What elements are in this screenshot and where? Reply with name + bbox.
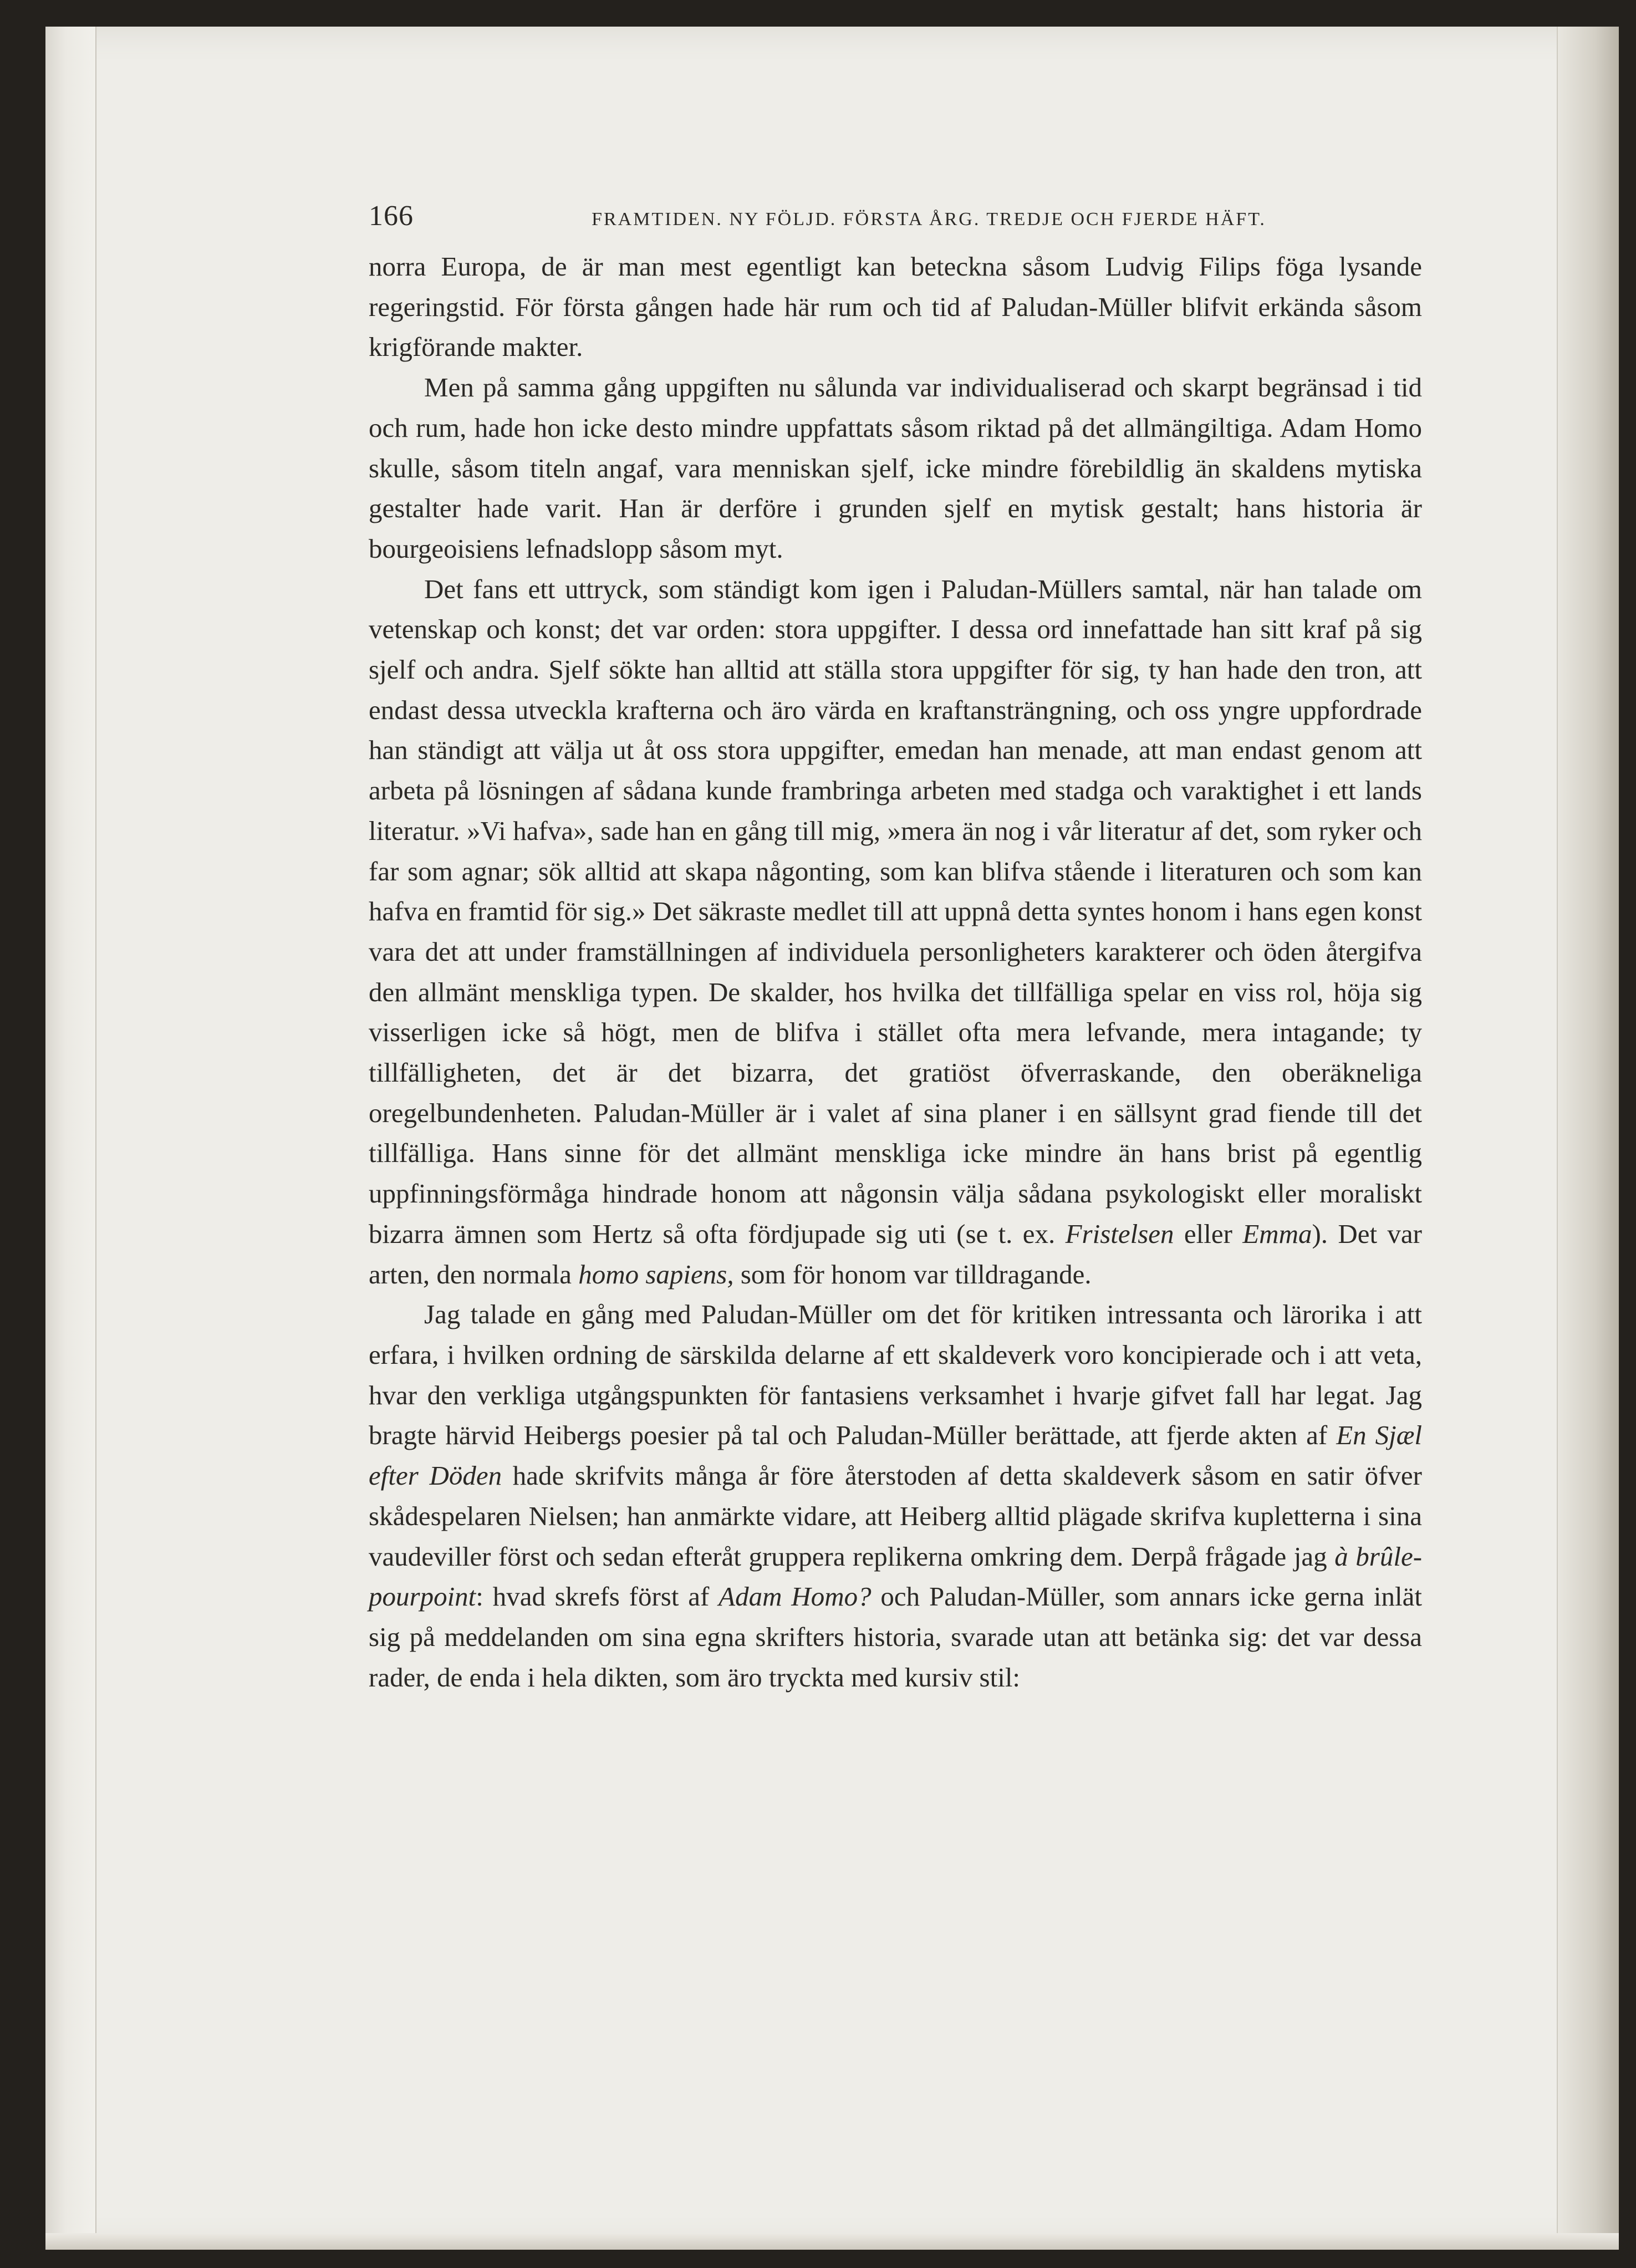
paragraph-text: ). Det var arten, den normala [369,1218,1422,1290]
paragraph [369,247,1422,368]
page-fore-edge [1557,27,1619,2250]
paragraph-text: Men på samma gång uppgiften nu sålunda var individualiserad och skarpt begränsad i tid och rum, hade hon icke desto mindre uppfattats såsom riktad på det allmängiltiga. Adam Homo skulle, såsom titeln angaf, vara menniskan sjelf, icke mindre förebildlig än skaldens mytiska gestalter hade varit. Han är derföre i grunden sjelf en mytisk gestalt; hans historia är bourgeoisiens lefnadslopp såsom myt. [369,372,1422,564]
paragraph [369,569,1422,1295]
italic-text: homo sapiens, [578,1258,734,1290]
page-bottom-edge [45,2233,1619,2250]
italic-text: Adam Homo? [718,1581,871,1612]
running-head [369,200,1422,232]
text-block [369,200,1422,1698]
italic-text: En Sjæl efter Döden [369,1420,1422,1491]
paragraph [369,368,1422,569]
italic-text: Emma [1242,1218,1312,1249]
page-number: 166 [369,200,414,232]
paragraph [369,1294,1422,1698]
paragraph-text: norra Europa, de är man mest egentligt kan beteckna såsom Ludvig Filips föga lysande regeringstid. För första gången hade här rum och tid af Paludan-Müller blifvit erkända såsom krigförande makter. [369,251,1422,363]
running-title: FRAMTIDEN. NY FÖLJD. FÖRSTA ÅRG. TREDJE OCH FJERDE HÄFT. [592,209,1266,230]
paragraph-text: eller [1174,1218,1243,1249]
paragraph-text: som för honom var tilldragande. [733,1258,1092,1290]
body-text [369,247,1422,1698]
paragraph-text: Det fans ett uttryck, som ständigt kom igen i Paludan-Müllers samtal, när han talade om vetenskap och konst; det var orden: stora uppgifter. I dessa ord innefattade han sitt kraf på sig sjelf och andra. Sjelf sökte han alltid att ställa stora uppgifter för sig, ty han hade den tron, att endast dessa utveckla krafterna och äro värda en kraftansträngning, och oss yngre uppfordrade han ständigt att välja ut åt oss stora uppgifter, emedan han menade, att man endast genom att arbeta på lösningen af sådana kunde frambringa arbeten med stadga och varaktighet i ett lands literatur. »Vi hafva», sade han en gång till mig, »mera än nog i vår literatur af det, som ryker och far som agnar; sök alltid att skapa någonting, som kan blifva stående i literaturen och som kan hafva en framtid för sig.» Det säkraste medlet till att uppnå detta syntes honom i hans egen konst vara det att under framställningen af individuela personligheters karakterer och öden återgifva den allmänt menskliga typen. De skalder, hos hvilka det tillfälliga spelar en viss rol, höja sig visserligen icke så högt, men de blifva i stället ofta mera lefvande, mera intagande; ty tillfälligheten, det är det bizarra, det gratiöst öfverraskande, den oberäkneliga oregelbundenheten. Paludan-Müller är i valet af sina planer i en sällsynt grad fiende till det tillfälliga. Hans sinne för det allmänt menskliga icke mindre än hans brist på egentlig uppfinningsförmåga hindrade honom att någonsin välja sådana psykologiskt eller moraliskt bizarra ämnen som Hertz så ofta fördjupade sig uti (se t. ex. [369,573,1422,1249]
paragraph-text: och Paludan-Müller, som annars icke gerna inlät sig på meddelanden om sina egna skrifters historia, svarade utan att betänka sig: det var dessa rader, de enda i hela dikten, som äro tryckta med kursiv stil: [369,1581,1422,1693]
page-gutter-edge [45,27,96,2250]
italic-text: à brûle-pourpoint [369,1541,1423,1612]
paragraph-text: hade skrifvits många år före återstoden af detta skaldeverk såsom en satir öfver skådespelaren Nielsen; han anmärkte vidare, att Heiberg alltid plägade skrifva kupletterna i sina vaudeviller först och sedan efteråt gruppera replikerna omkring dem. Derpå frågade jag [369,1460,1422,1572]
paragraph-text: : hvad skrefs först af [476,1581,719,1612]
paragraph-text: Jag talade en gång med Paludan-Müller om det för kritiken intressanta och lärorika i att erfara, i hvilken ordning de särskilda delarne af ett skaldeverk voro koncipierade och i att veta, hvar den verkliga utgångspunkten för fantasiens verksamhet i hvarje gifvet fall har legat. Jag bragte härvid Heibergs poesier på tal och Paludan-Müller berättade, att fjerde akten af [369,1299,1422,1451]
italic-text: Fristelsen [1065,1218,1174,1249]
